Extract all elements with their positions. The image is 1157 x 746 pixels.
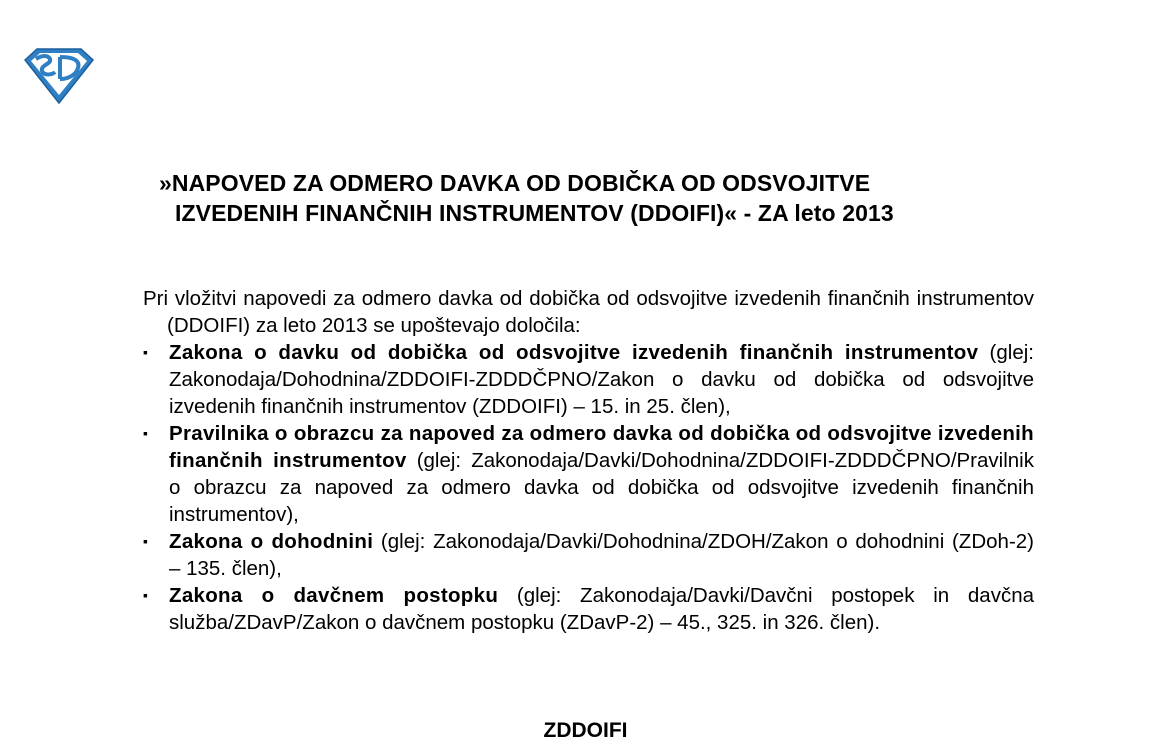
- law-reference: (glej: Zakonodaja/Davki/Davčni postopek in davčna služba/ZDavP/Zakon o davčnem postopku (ZDavP-2) – 45., 325. in 326. člen).: [169, 584, 1034, 634]
- bullet-icon: ▪: [143, 344, 148, 360]
- law-name: Pravilnika o obrazcu za napoved za odmero davka od dobička od odsvojitve izvedenih finančnih instrumentov: [169, 422, 1034, 472]
- law-reference: (glej: Zakonodaja/Dohodnina/ZDDOIFI-ZDDDČPNO/Zakon o davku od dobička od odsvojitve izvedenih finančnih instrumentov (ZDDOIFI) – 15. in 25. člen),: [169, 341, 1034, 418]
- bullet-icon: ▪: [143, 587, 148, 603]
- document-body: [143, 285, 1034, 636]
- logo-text: SD: [59, 74, 61, 75]
- law-name: Zakona o davku od dobička od odsvojitve izvedenih finančnih instrumentov: [169, 341, 979, 364]
- title-line-2: IZVEDENIH FINANČNIH INSTRUMENTOV (DDOIFI)« - ZA leto 2013: [175, 200, 894, 226]
- bullet-icon: ▪: [143, 533, 148, 549]
- list-item: [143, 339, 1034, 420]
- law-reference: (glej: Zakonodaja/Davki/Dohodnina/ZDDOIFI-ZDDDČPNO/Pravilnik o obrazcu za napoved za odmero davka od dobička od odsvojitve izvedenih finančnih instrumentov),: [169, 449, 1034, 526]
- sd-logo: [22, 46, 96, 106]
- regulations-list: [143, 339, 1034, 636]
- law-name: Zakona o dohodnini: [169, 530, 374, 553]
- intro-paragraph: Pri vložitvi napovedi za odmero davka od dobička od odsvojitve izvedenih finančnih instrumentov (DDOIFI) za leto 2013 se upoštevajo določila:: [143, 287, 1034, 337]
- list-item: [143, 420, 1034, 528]
- law-reference: (glej: Zakonodaja/Davki/Dohodnina/ZDOH/Zakon o dohodnini (ZDoh-2) – 135. člen),: [169, 530, 1034, 580]
- title-line-1: »NAPOVED ZA ODMERO DAVKA OD DOBIČKA OD ODSVOJITVE: [159, 170, 871, 196]
- document-title: [0, 168, 1157, 228]
- list-item: [143, 528, 1034, 582]
- section-heading: ZDDOIFI: [543, 719, 628, 742]
- list-item: [143, 582, 1034, 636]
- law-name: Zakona o davčnem postopku: [169, 584, 499, 607]
- bullet-icon: ▪: [143, 425, 148, 441]
